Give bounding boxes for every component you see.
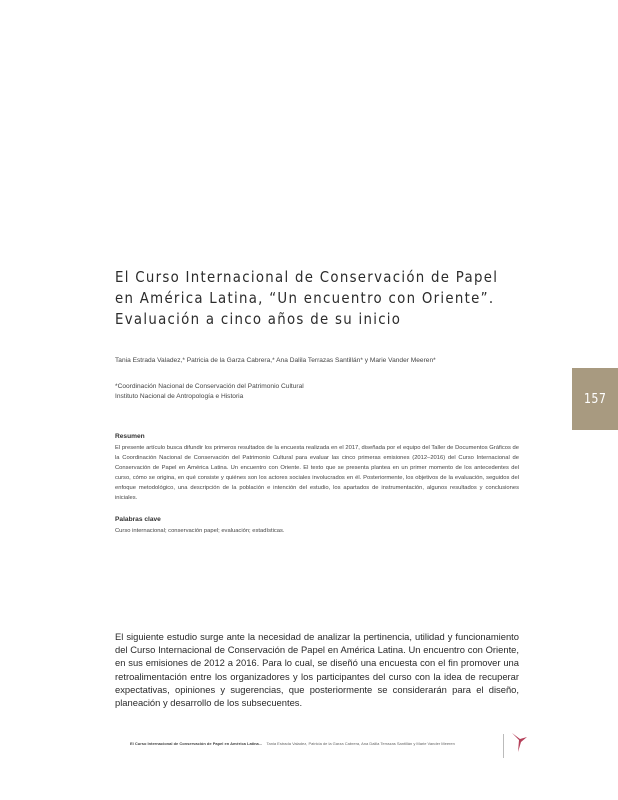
running-footer — [130, 741, 500, 751]
title-line-2: en América Latina, “Un encuentro con Oriente”. — [115, 289, 495, 307]
intro-paragraph: El siguiente estudio surge ante la necesidad de analizar la pertinencia, utilidad y funcionamiento del Curso Internacional de Conservación de Papel en América Latina. Un encuentro con Oriente, en sus emisiones de 2012 a 2016. Para lo cual, se diseñó una encuesta con el fin promover una retroalimentación entre los organizadores y los participantes del curso con la idea de recuperar expectativas, opiniones y sugerencias, que posteriormente se considerarán para el diseño, planeación y desarrollo de los subsecuentes. — [115, 631, 519, 709]
bird-logo-icon — [509, 728, 529, 754]
abstract-heading: Resumen — [115, 433, 145, 440]
title-line-1: El Curso Internacional de Conservación de Papel — [115, 268, 499, 286]
footer-divider — [503, 734, 504, 758]
abstract-text: El presente artículo busca difundir los primeros resultados de la encuesta realizada en el 2017, diseñada por el equipo del Taller de Documentos Gráficos de la Coordinación Nacional de Conservación del Patrimonio Cultural para evaluar las cinco primeras emisiones (2012–2016) del Curso Internacional de Conservación de Papel en América Latina. Un encuentro con Oriente. El texto que se presenta plantea en un primer momento de los antecedentes del curso, cómo se origina, en qué consiste y quiénes son los actores sociales involucrados en él. Posteriormente, los objetivos de la evaluación, seguidos del enfoque metodológico, una descripción de la población e intención del estudio, los apartados de instrumentación, algunos resultados y conclusiones iniciales. — [115, 445, 519, 501]
affiliation-line-2: Instituto Nacional de Antropología e Historia — [115, 393, 244, 400]
title-line-3: Evaluación a cinco años de su inicio — [115, 310, 402, 328]
page-number-tab — [572, 368, 618, 430]
keywords-heading: Palabras clave — [115, 516, 161, 523]
author-list: Tania Estrada Valadez,* Patricia de la Garza Cabrera,* Ana Dalila Terrazas Santillán* y Marie Vander Meeren* — [115, 357, 436, 364]
article-title — [115, 267, 499, 330]
keywords-text: Curso internacional; conservación papel; evaluación; estadísticas. — [115, 528, 285, 534]
page-number: 157 — [583, 391, 607, 407]
affiliation — [115, 382, 415, 402]
affiliation-line-1: *Coordinación Nacional de Conservación del Patrimonio Cultural — [115, 383, 304, 390]
footer-running-authors: Tania Estrada Valadez, Patricia de la Garza Cabrera, Ana Dalila Terrazas Santillán y Marie Vander Meeren — [266, 741, 455, 746]
footer-running-title: El Curso Internacional de Conservación de Papel en América Latina... — [130, 741, 263, 746]
